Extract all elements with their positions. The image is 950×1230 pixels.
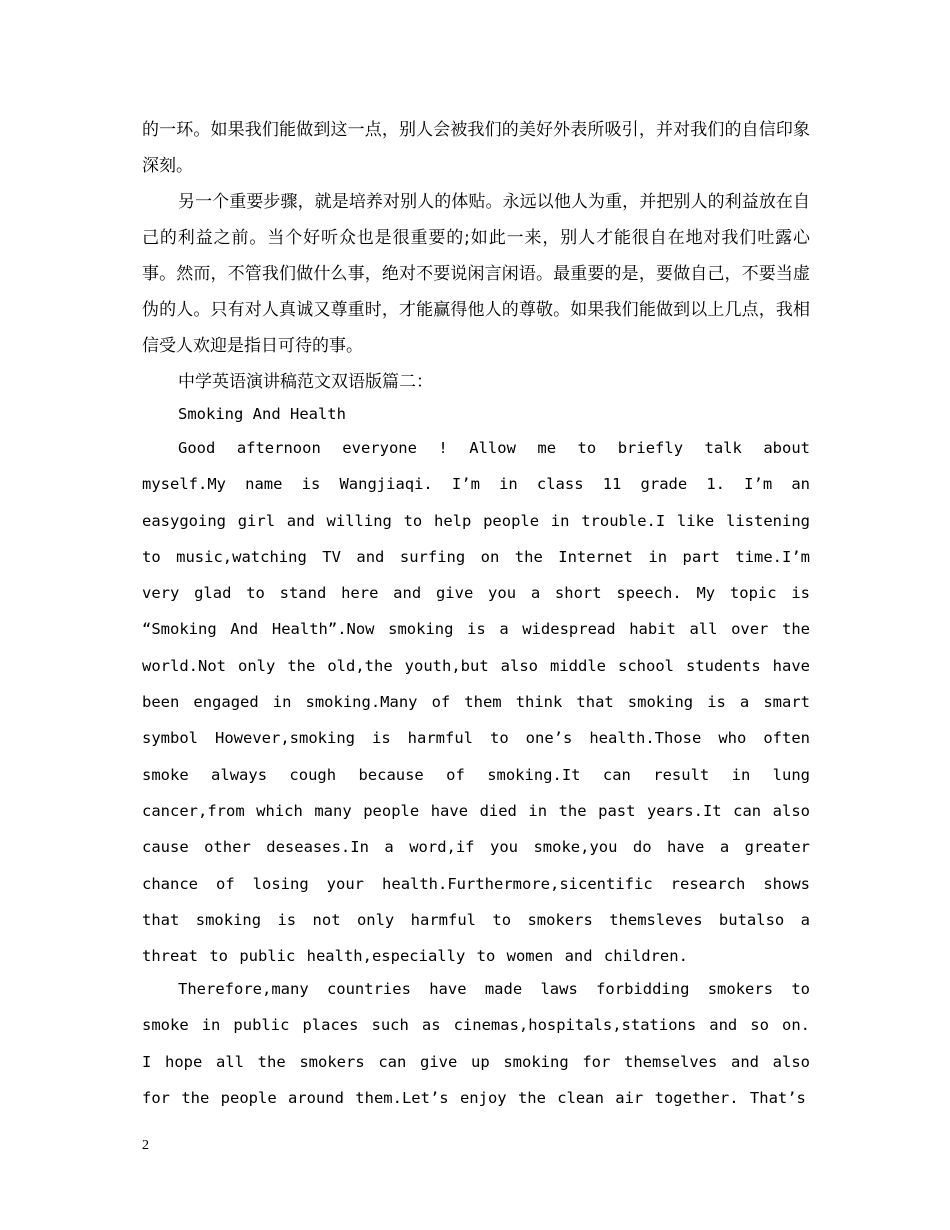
speech-title: Smoking And Health xyxy=(178,405,346,423)
paragraph-speech-body: Good afternoon everyone ! Allow me to briefly talk about myself.My name is Wangjiaqi. I’m in class 11 grade 1. I’m an easygoing girl and willing to help people in trouble.I like listening to music,watching TV and surfing on the Internet in part time.I’m very glad to stand here and give you a short speech. My topic is “Smoking And Health”.Now smoking is a widespread habit all over the world.Not only the old,the youth,but also middle school students have been engaged in smoking.Many of them think that smoking is a smart symbol However,smoking is harmful to one’s health.Those who often smoke always cough because of smoking.It can result in lung cancer,from which many people have died in the past years.It can also cause other deseases.In a word,if you smoke,you do have a greater chance of losing your health.Furthermore,sicentific research shows that smoking is not only harmful to smokers themsleves butalso a threat to public health,especially to women and children. xyxy=(142,439,810,966)
page-number: 2 xyxy=(142,1138,149,1153)
paragraph-continuation: 的一环。如果我们能做到这一点，别人会被我们的美好外表所吸引，并对我们的自信印象深刻。 xyxy=(142,120,810,176)
paragraph-speech-conclusion: Therefore,many countries have made laws forbidding smokers to smoke in public places such as cinemas,hospitals,stations and so on. I hope all the smokers can give up smoking for themselves and also for the people around them.Let’s enjoy the clean air together. That’s xyxy=(142,980,810,1107)
paragraph-consideration: 另一个重要步骤，就是培养对别人的体贴。永远以他人为重，并把别人的利益放在自己的利益之前。当个好听众也是很重要的;如此一来，别人才能很自在地对我们吐露心事。然而，不管我们做什么事，绝对不要说闲言闲语。最重要的是，要做自己，不要当虚伪的人。只有对人真诚又尊重时，才能赢得他人的尊敬。如果我们能做到以上几点，我相信受人欢迎是指日可待的事。 xyxy=(142,192,810,356)
section-heading: 中学英语演讲稿范文双语版篇二： xyxy=(178,372,433,392)
